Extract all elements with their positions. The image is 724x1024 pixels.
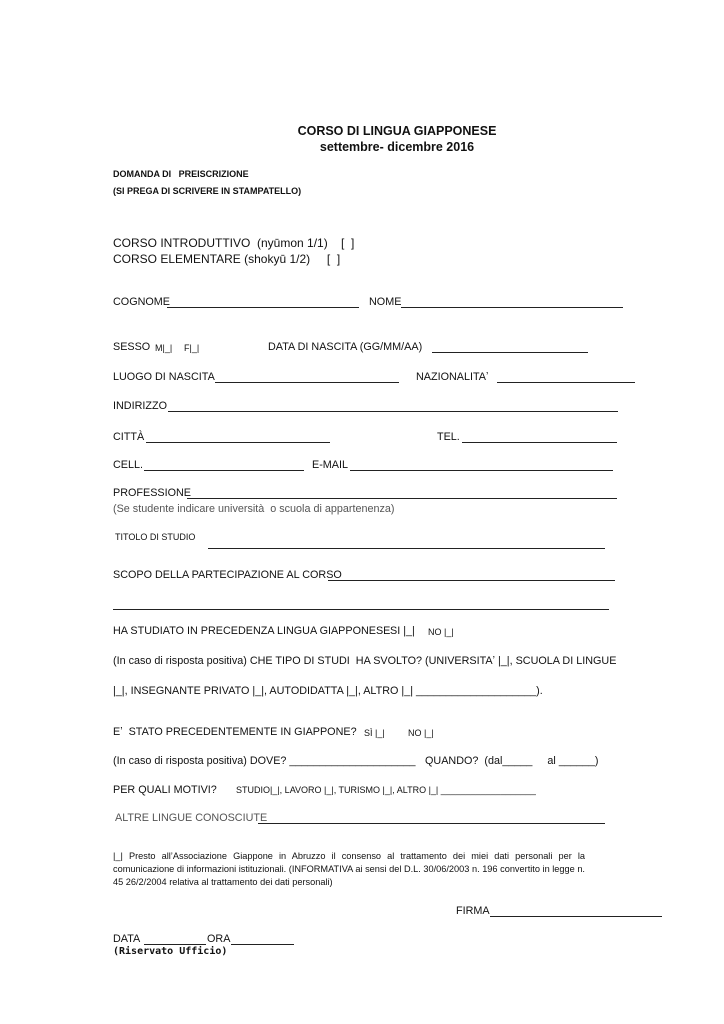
reserved-office-note: (Riservato Ufficio)	[113, 946, 228, 957]
citta-field[interactable]	[146, 441, 330, 443]
data-label: DATA	[113, 933, 141, 945]
form-heading: DOMANDA DI PREISCRIZIONE	[113, 169, 249, 179]
other-languages-label: ALTRE LINGUE CONOSCIUTE	[115, 812, 268, 824]
ora-label: ORA	[207, 933, 231, 945]
course-elementary-option[interactable]: CORSO ELEMENTARE (shokyū 1/2) [ ]	[113, 252, 341, 266]
nome-label: NOME	[369, 296, 402, 308]
study-type-question: (In caso di risposta positiva) CHE TIPO DI STUDI HA SVOLTO? (UNIVERSITAʼ |_|, SCUOLA DI LINGUE	[113, 655, 617, 667]
nome-field[interactable]	[401, 306, 623, 308]
reasons-label: PER QUALI MOTIVI?	[113, 784, 217, 796]
data-field[interactable]	[144, 943, 206, 945]
email-field[interactable]	[350, 469, 613, 471]
been-japan-question: Eʼ STATO PRECEDENTEMENTE IN GIAPPONE?	[113, 726, 357, 738]
been-japan-si-checkbox[interactable]: SÌ |_|	[364, 728, 385, 738]
professione-label: PROFESSIONE	[113, 487, 191, 499]
email-label: E-MAIL	[312, 459, 348, 471]
other-languages-field[interactable]	[258, 822, 605, 824]
scopo-field[interactable]	[328, 579, 615, 581]
studied-no-checkbox[interactable]: NO |_|	[428, 627, 454, 637]
data-nascita-field[interactable]	[432, 351, 588, 353]
luogo-nascita-label: LUOGO DI NASCITA	[113, 371, 215, 383]
form-title: CORSO DI LINGUA GIAPPONESE	[297, 124, 497, 138]
ora-field[interactable]	[231, 943, 294, 945]
professione-field[interactable]	[187, 497, 617, 499]
where-question[interactable]: (In caso di risposta positiva) DOVE? _____________________	[113, 755, 416, 767]
data-nascita-label: DATA DI NASCITA (GG/MM/AA)	[268, 341, 423, 353]
nazionalita-label: NAZIONALITAʼ	[416, 371, 489, 383]
reasons-options[interactable]: STUDIO|_|, LAVORO |_|, TURISMO |_|, ALTRO |_| ___________________	[236, 785, 536, 795]
study-type-options[interactable]: |_|, INSEGNANTE PRIVATO |_|, AUTODIDATTA |_|, ALTRO |_| ____________________).	[113, 685, 543, 697]
consent-text[interactable]: |_| Presto all’Associazione Giappone in Abruzzo il consenso al trattamento dei miei dati personali per la comunicazione di informazioni istituzionali. (INFORMATIVA ai sensi del D.L. 30/06/2003 n. 196 convertito in legge n. 45 26/2/2004 relativa al trattamento dei dati personali)	[113, 851, 585, 887]
sesso-m-checkbox[interactable]: M|_|	[155, 343, 173, 353]
titolo-studio-label: TITOLO DI STUDIO	[115, 532, 196, 542]
form-subtitle: settembre- dicembre 2016	[319, 140, 475, 154]
luogo-nascita-field[interactable]	[215, 381, 399, 383]
cognome-field[interactable]	[167, 306, 359, 308]
professione-note: (Se studente indicare università o scuola di appartenenza)	[113, 503, 395, 515]
indirizzo-field[interactable]	[168, 410, 618, 412]
form-heading-note: (SI PREGA DI SCRIVERE IN STAMPATELLO)	[113, 186, 302, 196]
firma-field[interactable]	[490, 915, 662, 917]
indirizzo-label: INDIRIZZO	[113, 400, 167, 412]
citta-label: CITTÀ	[113, 431, 145, 443]
cell-label: CELL.	[113, 459, 144, 471]
been-japan-no-checkbox[interactable]: NO |_|	[408, 728, 434, 738]
tel-field[interactable]	[462, 441, 617, 443]
when-question[interactable]: QUANDO? (dal_____ al ______)	[425, 755, 599, 767]
cognome-label: COGNOME	[113, 296, 170, 308]
sesso-f-checkbox[interactable]: F|_|	[184, 343, 200, 353]
tel-label: TEL.	[437, 431, 460, 443]
scopo-label: SCOPO DELLA PARTECIPAZIONE AL CORSO	[113, 569, 342, 581]
titolo-studio-field[interactable]	[208, 547, 605, 549]
firma-label: FIRMA	[456, 905, 490, 917]
scopo-field-line2[interactable]	[113, 608, 609, 610]
studied-question: HA STUDIATO IN PRECEDENZA LINGUA GIAPPONESE	[113, 625, 391, 637]
studied-si-checkbox[interactable]: SI |_|	[390, 625, 415, 637]
sesso-label: SESSO	[113, 341, 151, 353]
cell-field[interactable]	[144, 469, 304, 471]
nazionalita-field[interactable]	[497, 381, 635, 383]
course-intro-option[interactable]: CORSO INTRODUTTIVO (nyūmon 1/1) [ ]	[113, 236, 355, 250]
